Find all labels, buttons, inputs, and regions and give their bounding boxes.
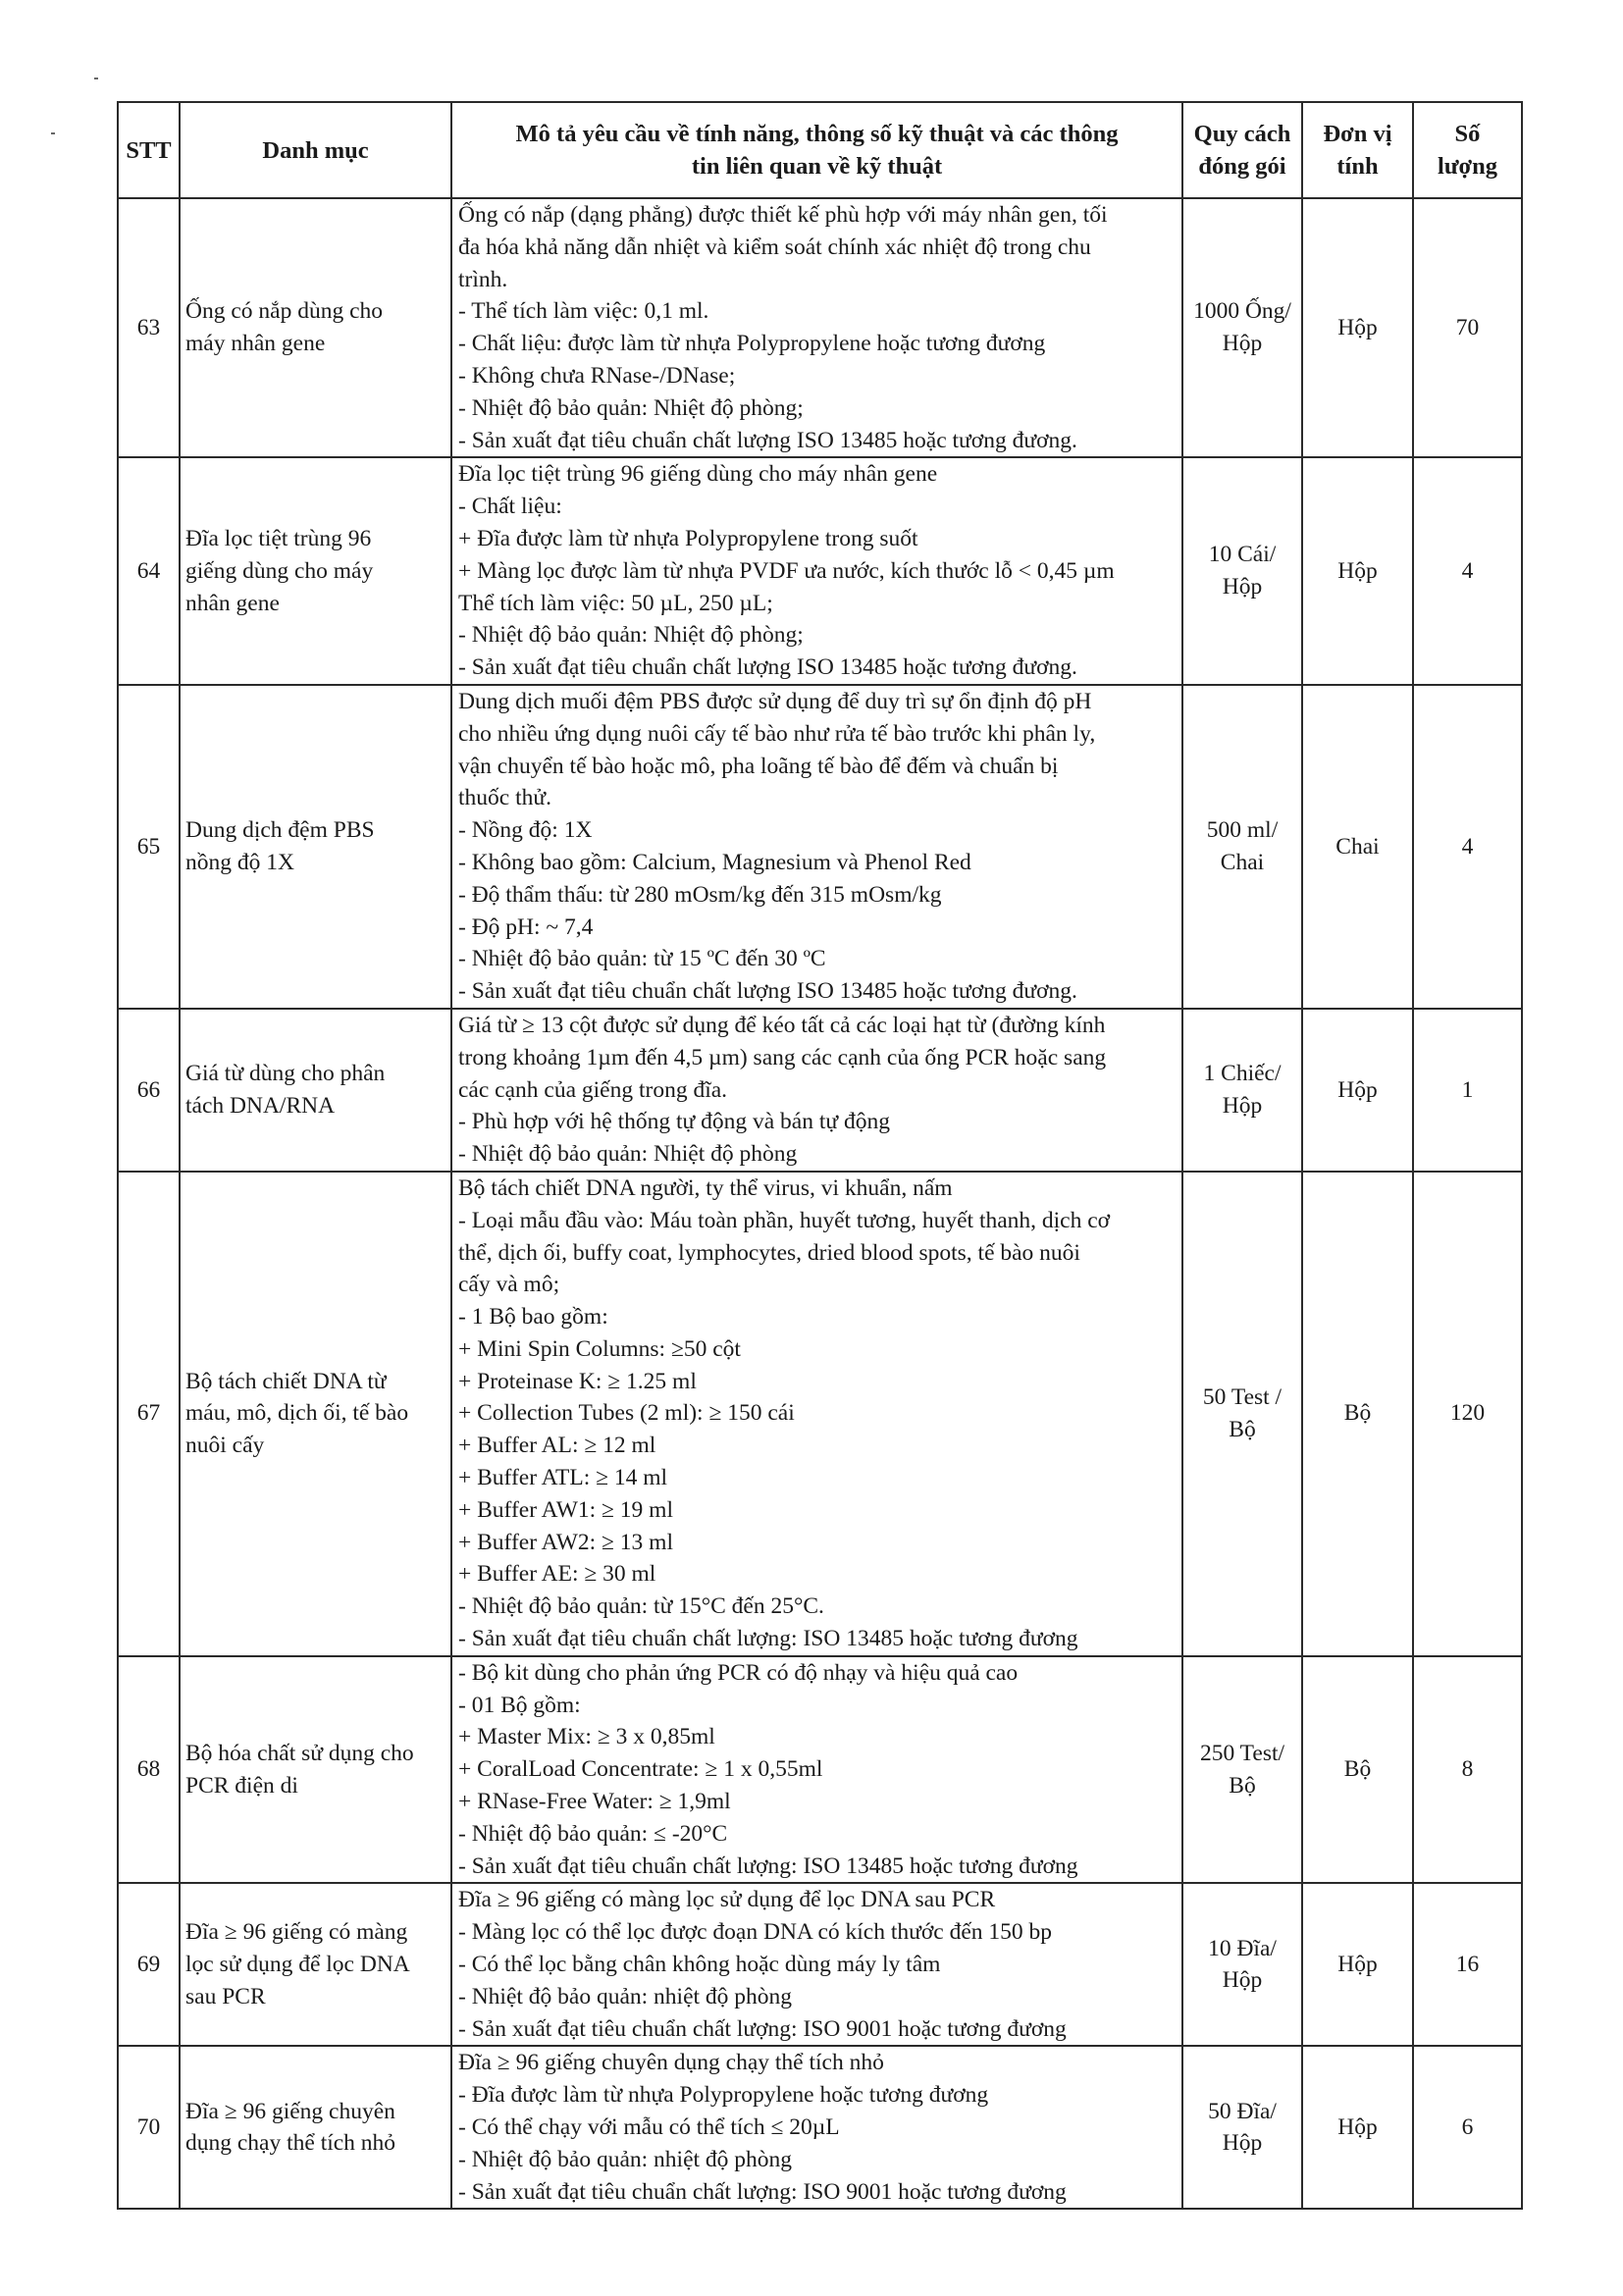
description-line: - Nhiệt độ bảo quản: nhiệt độ phòng [458, 2146, 793, 2172]
description-line: Đĩa ≥ 96 giếng chuyên dụng chạy thể tích nhỏ [458, 2050, 884, 2076]
description-line: thể, dịch ối, buffy coat, lymphocytes, dried blood spots, tế bào nuôi [458, 1239, 1080, 1266]
row-stt: 69 [118, 1883, 180, 2046]
header-unit [1302, 102, 1413, 198]
row-unit: Chai [1302, 685, 1413, 1009]
description-line: - Chất liệu: được làm từ nhựa Polypropylene hoặc tương đương [458, 331, 1046, 357]
description-line: + Màng lọc được làm từ nhựa PVDF ưa nước, kích thước lỗ < 0,45 µm [458, 557, 1115, 584]
category-name-line: Đĩa lọc tiệt trùng 96 [185, 525, 372, 551]
row-category-name [180, 1172, 451, 1656]
table-row [118, 2046, 1522, 2209]
description-line: - Thể tích làm việc: 0,1 ml. [458, 298, 709, 325]
category-name-line: Đĩa ≥ 96 giếng chuyên [185, 2098, 395, 2124]
description-line: - Nhiệt độ bảo quản: nhiệt độ phòng [458, 1983, 793, 2009]
packing-line: 50 Đĩa/ [1208, 2098, 1277, 2124]
description-line: - Độ thẩm thấu: từ 280 mOsm/kg đến 315 mOsm/kg [458, 881, 942, 908]
header-description [451, 102, 1182, 198]
row-stt: 70 [118, 2046, 180, 2209]
row-category-name [180, 685, 451, 1009]
table-body [118, 198, 1522, 2209]
row-description [451, 1009, 1182, 1172]
description-line: đa hóa khả năng dẫn nhiệt và kiểm soát chính xác nhiệt độ trong chu [458, 234, 1091, 260]
header-category: Danh mục [180, 102, 451, 198]
category-name-line: Dung dịch đệm PBS [185, 817, 375, 844]
description-line: + Buffer AE: ≥ 30 ml [458, 1561, 656, 1588]
description-line: - Sản xuất đạt tiêu chuẩn chất lượng: ISO 13485 hoặc tương đương [458, 1626, 1078, 1652]
description-line: - Nồng độ: 1X [458, 817, 593, 844]
row-packing [1182, 457, 1302, 685]
description-line: - Sản xuất đạt tiêu chuẩn chất lượng ISO 13485 hoặc tương đương. [458, 654, 1077, 681]
row-description [451, 1172, 1182, 1656]
header-quantity-line: Số [1454, 121, 1481, 147]
description-line: - Sản xuất đạt tiêu chuẩn chất lượng: ISO 13485 hoặc tương đương [458, 1852, 1078, 1879]
row-unit: Hộp [1302, 1009, 1413, 1172]
category-name-line: máy nhân gene [185, 331, 326, 357]
row-description [451, 2046, 1182, 2209]
category-name-line: nuôi cấy [185, 1433, 265, 1459]
table-header-row [118, 102, 1522, 198]
packing-line: 1000 Ống/ [1193, 298, 1291, 325]
row-stt: 64 [118, 457, 180, 685]
category-name-line: máu, mô, dịch ối, tế bào [185, 1400, 409, 1427]
header-packing [1182, 102, 1302, 198]
table-row [118, 1172, 1522, 1656]
table-row [118, 198, 1522, 457]
description-line: Giá từ ≥ 13 cột được sử dụng để kéo tất cả các loại hạt từ (đường kính [458, 1012, 1106, 1038]
description-line: - Bộ kit dùng cho phản ứng PCR có độ nhạy và hiệu quả cao [458, 1659, 1019, 1686]
description-line: Ống có nắp (dạng phẳng) được thiết kế phù hợp với máy nhân gen, tối [458, 202, 1108, 228]
description-line: trình. [458, 266, 508, 292]
row-packing [1182, 1009, 1302, 1172]
header-description-line: Mô tả yêu cầu về tính năng, thông số kỹ thuật và các thông [515, 121, 1119, 147]
header-description-line: tin liên quan về kỹ thuật [691, 153, 943, 180]
row-packing [1182, 685, 1302, 1009]
description-line: - Sản xuất đạt tiêu chuẩn chất lượng ISO 13485 hoặc tương đương. [458, 427, 1077, 453]
packing-line: 10 Đĩa/ [1208, 1935, 1277, 1961]
description-line: cấy và mô; [458, 1272, 560, 1298]
row-stt: 67 [118, 1172, 180, 1656]
description-line: + RNase-Free Water: ≥ 1,9ml [458, 1789, 731, 1815]
description-line: + Buffer AW1: ≥ 19 ml [458, 1496, 673, 1523]
description-line: trong khoảng 1µm đến 4,5 µm) sang các cạnh của ống PCR hoặc sang [458, 1044, 1107, 1070]
description-line: - Màng lọc có thể lọc được đoạn DNA có kích thước đến 150 bp [458, 1919, 1053, 1946]
row-description [451, 685, 1182, 1009]
packing-line: 1 Chiếc/ [1203, 1061, 1282, 1087]
row-quantity: 4 [1413, 685, 1522, 1009]
row-category-name [180, 457, 451, 685]
description-line: - Nhiệt độ bảo quản: từ 15 ºC đến 30 ºC [458, 946, 826, 972]
description-line: - Loại mẫu đầu vào: Máu toàn phần, huyết tương, huyết thanh, dịch cơ [458, 1207, 1111, 1233]
row-quantity: 6 [1413, 2046, 1522, 2209]
description-line: + Buffer AW2: ≥ 13 ml [458, 1529, 673, 1555]
row-packing [1182, 2046, 1302, 2209]
category-name-line: giếng dùng cho máy [185, 557, 374, 584]
row-quantity: 8 [1413, 1656, 1522, 1884]
category-name-line: lọc sử dụng để lọc DNA [185, 1952, 410, 1978]
row-stt: 65 [118, 685, 180, 1009]
row-description [451, 457, 1182, 685]
packing-line: Hộp [1222, 1092, 1263, 1119]
row-unit: Hộp [1302, 198, 1413, 457]
description-line: cho nhiều ứng dụng nuôi cấy tế bào như rửa tế bào trước khi phân ly, [458, 720, 1096, 747]
description-line: Dung dịch muối đệm PBS được sử dụng để duy trì sự ổn định độ pH [458, 688, 1092, 714]
description-line: - Nhiệt độ bảo quản: Nhiệt độ phòng; [458, 394, 804, 421]
category-name-line: Giá từ dùng cho phân [185, 1061, 386, 1087]
row-unit: Hộp [1302, 2046, 1413, 2209]
description-line: - Phù hợp với hệ thống tự động và bán tự động [458, 1109, 891, 1135]
description-line: + Buffer AL: ≥ 12 ml [458, 1433, 656, 1459]
header-stt: STT [118, 102, 180, 198]
description-line: - Nhiệt độ bảo quản: ≤ -20°C [458, 1820, 728, 1847]
description-line: - Sản xuất đạt tiêu chuẩn chất lượng ISO 13485 hoặc tương đương. [458, 978, 1077, 1005]
description-line: + CoralLoad Concentrate: ≥ 1 x 0,55ml [458, 1756, 823, 1783]
description-line: các cạnh của giếng trong đĩa. [458, 1076, 728, 1103]
row-packing [1182, 198, 1302, 457]
description-line: - Không bao gồm: Calcium, Magnesium và Phenol Red [458, 849, 971, 875]
packing-line: Hộp [1222, 574, 1263, 600]
row-packing [1182, 1172, 1302, 1656]
description-line: Đĩa lọc tiệt trùng 96 giếng dùng cho máy nhân gene [458, 461, 938, 488]
table-row [118, 1009, 1522, 1172]
row-description [451, 1656, 1182, 1884]
header-quantity [1413, 102, 1522, 198]
packing-line: Hộp [1222, 1967, 1263, 1994]
packing-line: 500 ml/ [1206, 817, 1279, 844]
row-unit: Bộ [1302, 1656, 1413, 1884]
description-line: - Có thể lọc bằng chân không hoặc dùng máy ly tâm [458, 1952, 941, 1978]
row-quantity: 16 [1413, 1883, 1522, 2046]
packing-line: Bộ [1229, 1416, 1256, 1442]
row-category-name [180, 1883, 451, 2046]
row-description [451, 198, 1182, 457]
row-unit: Hộp [1302, 1883, 1413, 2046]
description-line: - Có thể chạy với mẫu có thể tích ≤ 20µL [458, 2114, 840, 2141]
row-category-name [180, 2046, 451, 2209]
description-line: + Mini Spin Columns: ≥50 cột [458, 1335, 741, 1362]
header-unit-line: tính [1336, 153, 1379, 180]
category-name-line: Bộ tách chiết DNA từ [185, 1368, 387, 1394]
description-line: + Master Mix: ≥ 3 x 0,85ml [458, 1724, 715, 1750]
description-line: thuốc thử. [458, 785, 551, 811]
row-unit: Bộ [1302, 1172, 1413, 1656]
description-line: + Collection Tubes (2 ml): ≥ 150 cái [458, 1400, 795, 1427]
packing-line: Bộ [1229, 1772, 1256, 1799]
row-quantity: 70 [1413, 198, 1522, 457]
header-packing-line: đóng gói [1198, 153, 1286, 180]
category-name-line: Ống có nắp dùng cho [185, 298, 384, 325]
packing-line: 10 Cái/ [1208, 542, 1277, 568]
description-line: - Sản xuất đạt tiêu chuẩn chất lượng: ISO 9001 hoặc tương đương [458, 2178, 1067, 2205]
row-unit: Hộp [1302, 457, 1413, 685]
row-packing [1182, 1883, 1302, 2046]
category-name-line: dụng chạy thể tích nhỏ [185, 2130, 396, 2157]
description-line: - Độ pH: ~ 7,4 [458, 913, 594, 940]
category-name-line: Đĩa ≥ 96 giếng có màng [185, 1919, 408, 1946]
row-quantity: 120 [1413, 1172, 1522, 1656]
scan-speck [51, 132, 55, 134]
specification-table [117, 101, 1523, 2210]
description-line: Thể tích làm việc: 50 µL, 250 µL; [458, 590, 773, 616]
table-row [118, 1656, 1522, 1884]
description-line: - Nhiệt độ bảo quản: từ 15°C đến 25°C. [458, 1593, 824, 1620]
table-row [118, 1883, 1522, 2046]
category-name-line: nhân gene [185, 590, 280, 616]
row-quantity: 4 [1413, 457, 1522, 685]
description-line: Bộ tách chiết DNA người, ty thể virus, vi khuẩn, nấm [458, 1174, 953, 1201]
category-name-line: Bộ hóa chất sử dụng cho [185, 1740, 414, 1766]
description-line: - Nhiệt độ bảo quản: Nhiệt độ phòng; [458, 622, 804, 649]
row-stt: 63 [118, 198, 180, 457]
description-line: - Nhiệt độ bảo quản: Nhiệt độ phòng [458, 1141, 798, 1168]
packing-line: Hộp [1222, 331, 1263, 357]
packing-line: Chai [1220, 849, 1265, 875]
packing-line: 50 Test / [1202, 1384, 1283, 1411]
row-description [451, 1883, 1182, 2046]
category-name-line: sau PCR [185, 1983, 266, 2009]
description-line: - Đĩa được làm từ nhựa Polypropylene hoặc tương đương [458, 2082, 989, 2109]
row-packing [1182, 1656, 1302, 1884]
description-line: Đĩa ≥ 96 giếng có màng lọc sử dụng để lọc DNA sau PCR [458, 1887, 996, 1913]
description-line: + Đĩa được làm từ nhựa Polypropylene trong suốt [458, 525, 918, 551]
packing-line: 250 Test/ [1199, 1740, 1285, 1766]
row-category-name [180, 198, 451, 457]
category-name-line: tách DNA/RNA [185, 1092, 336, 1119]
category-name-line: PCR điện di [185, 1772, 298, 1799]
table-row [118, 685, 1522, 1009]
description-line: + Proteinase K: ≥ 1.25 ml [458, 1368, 697, 1394]
description-line: vận chuyển tế bào hoặc mô, pha loãng tế bào để đếm và chuẩn bị [458, 753, 1059, 779]
description-line: - 01 Bộ gồm: [458, 1692, 581, 1718]
header-unit-line: Đơn vị [1323, 121, 1392, 147]
description-line: - 1 Bộ bao gồm: [458, 1304, 608, 1331]
row-stt: 66 [118, 1009, 180, 1172]
row-category-name [180, 1656, 451, 1884]
row-stt: 68 [118, 1656, 180, 1884]
header-packing-line: Quy cách [1193, 121, 1291, 147]
header-quantity-line: lượng [1438, 153, 1497, 180]
description-line: - Sản xuất đạt tiêu chuẩn chất lượng: ISO 9001 hoặc tương đương [458, 2015, 1067, 2042]
row-category-name [180, 1009, 451, 1172]
description-line: + Buffer ATL: ≥ 14 ml [458, 1465, 668, 1491]
scan-speck [94, 78, 98, 79]
category-name-line: nồng độ 1X [185, 849, 294, 875]
table-row [118, 457, 1522, 685]
packing-line: Hộp [1222, 2130, 1263, 2157]
description-line: - Chất liệu: [458, 494, 562, 520]
row-quantity: 1 [1413, 1009, 1522, 1172]
description-line: - Không chưa RNase-/DNase; [458, 362, 736, 389]
